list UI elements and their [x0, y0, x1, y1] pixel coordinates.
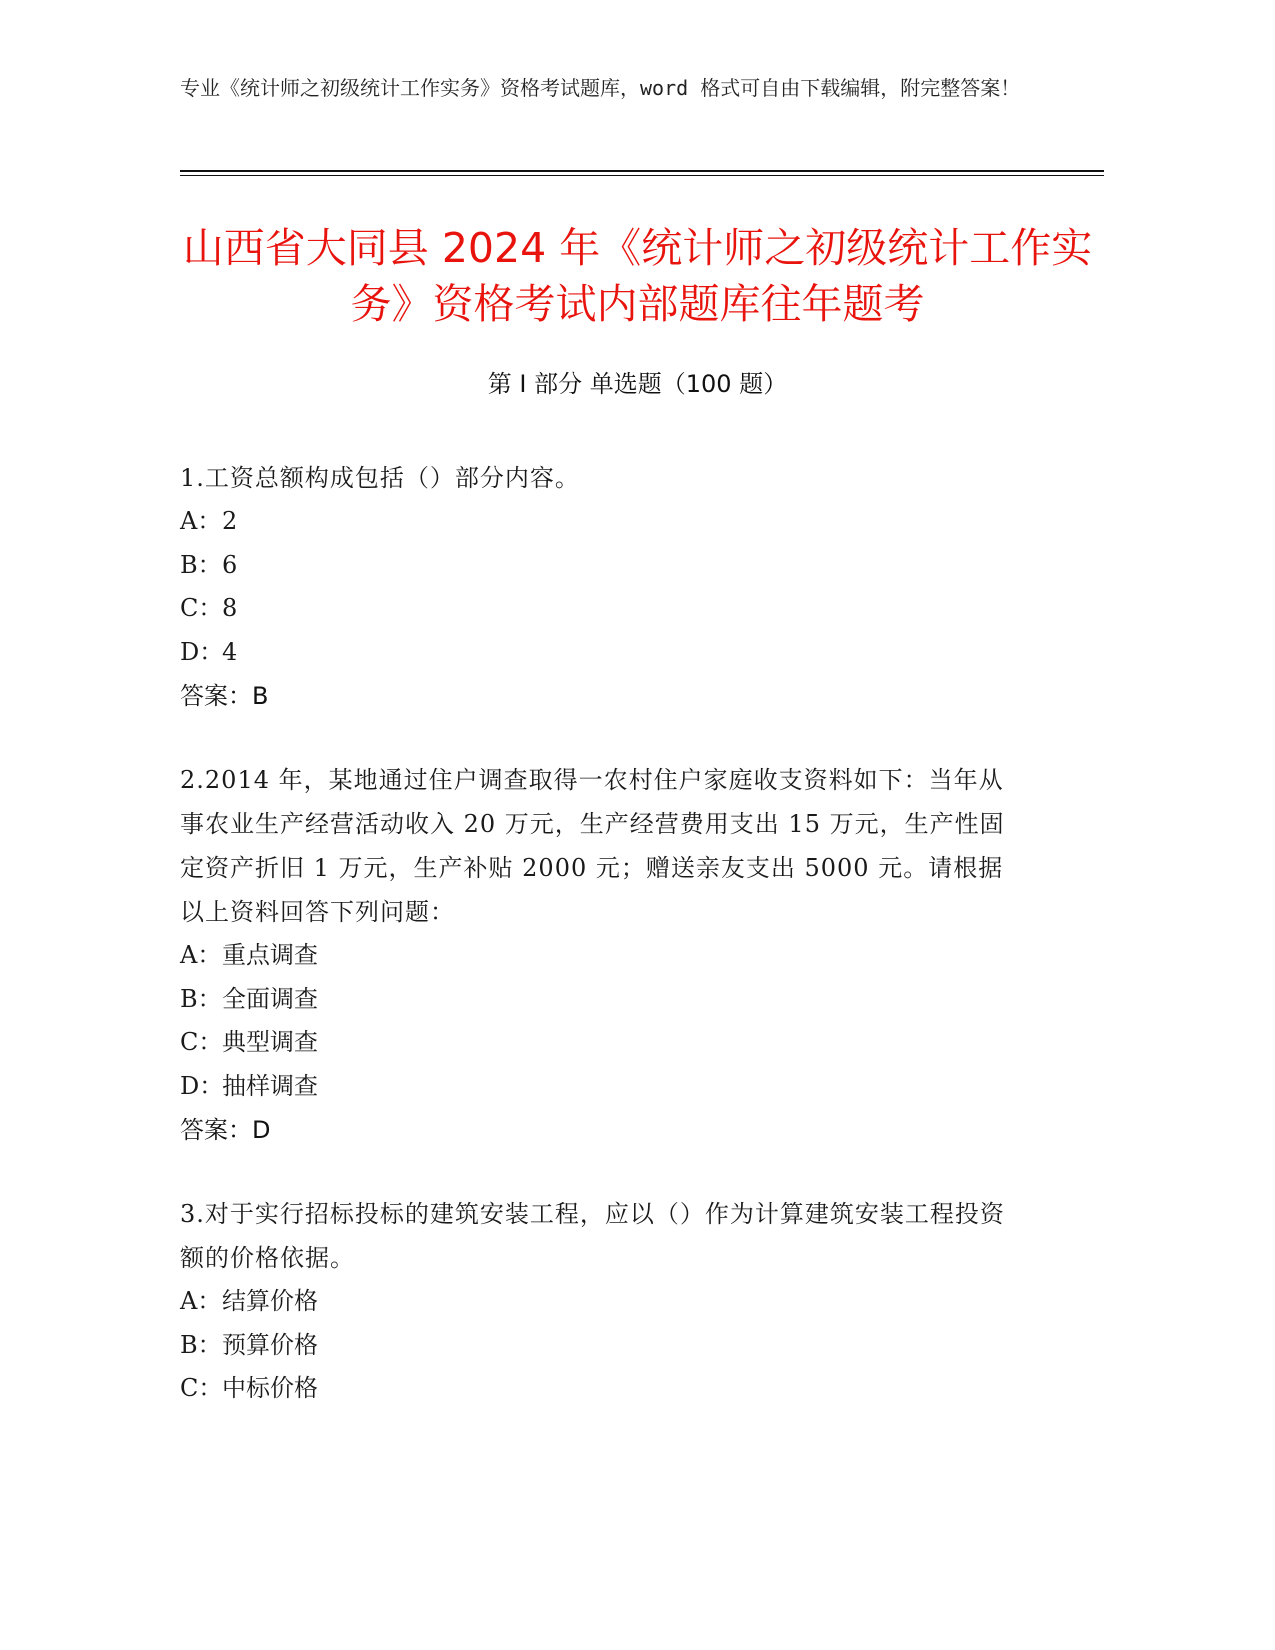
answer-line: 答案：D: [180, 1116, 271, 1144]
option-letter: B：: [180, 984, 222, 1013]
header-divider-thin: [180, 175, 1104, 176]
option-text: 中标价格: [222, 1374, 318, 1402]
option-text: 重点调查: [222, 941, 318, 969]
question-list: [180, 456, 1020, 1451]
option-a: [180, 500, 1020, 544]
option-b: [180, 544, 1020, 588]
option-text: 8: [222, 594, 238, 622]
option-text: 预算价格: [222, 1330, 318, 1359]
option-letter: D：: [180, 1071, 224, 1100]
question-1: [180, 456, 1020, 718]
header-note: 专业《统计师之初级统计工作实务》资格考试题库，word 格式可自由下载编辑，附完整答案！: [180, 76, 1021, 100]
option-letter: A：: [180, 507, 222, 535]
option-letter: A：: [180, 1287, 222, 1315]
option-text: 全面调查: [222, 984, 318, 1013]
document-title: 山西省大同县 2024 年《统计师之初级统计工作实务》资格考试内部题库往年题考: [182, 224, 1093, 328]
option-text: 4: [222, 637, 238, 666]
section-title: 第 I 部分 单选题（100 题）: [487, 370, 788, 398]
option-d: [180, 631, 1020, 675]
option-text: 抽样调查: [222, 1071, 318, 1100]
option-letter: B：: [180, 550, 222, 579]
option-c: [180, 1367, 1020, 1411]
option-a: [180, 934, 1020, 978]
header-divider-thick: [180, 170, 1104, 172]
option-b: [180, 1324, 1020, 1368]
question-stem: 3.对于实行招标投标的建筑安装工程，应以（）作为计算建筑安装工程投资额的价格依据。: [180, 1200, 1005, 1272]
option-letter: C：: [180, 1374, 223, 1402]
option-letter: D：: [180, 637, 224, 666]
option-c: [180, 1021, 1020, 1065]
option-text: 2: [222, 507, 238, 535]
option-text: 典型调查: [222, 1028, 318, 1056]
option-letter: A：: [180, 941, 222, 969]
option-a: [180, 1280, 1020, 1324]
question-stem: 1.工资总额构成包括（）部分内容。: [180, 464, 580, 492]
question-3: [180, 1192, 1020, 1411]
option-letter: C：: [180, 1028, 223, 1056]
option-c: [180, 587, 1020, 631]
option-d: [180, 1065, 1020, 1109]
option-text: 结算价格: [222, 1287, 318, 1315]
option-text: 6: [222, 550, 238, 579]
option-letter: C：: [180, 594, 223, 622]
option-letter: B：: [180, 1330, 222, 1359]
answer-line: 答案：B: [180, 682, 269, 710]
option-b: [180, 978, 1020, 1022]
question-2: [180, 758, 1020, 1152]
question-stem: 2.2014 年，某地通过住户调查取得一农村住户家庭收支资料如下：当年从事农业生产经营活动收入 20 万元，生产经营费用支出 15 万元，生产性固定资产折旧 1 万元，生产补贴 2000 元；赠送亲友支出 5000 元。请根据以上资料回答下列问题：: [180, 766, 1005, 926]
